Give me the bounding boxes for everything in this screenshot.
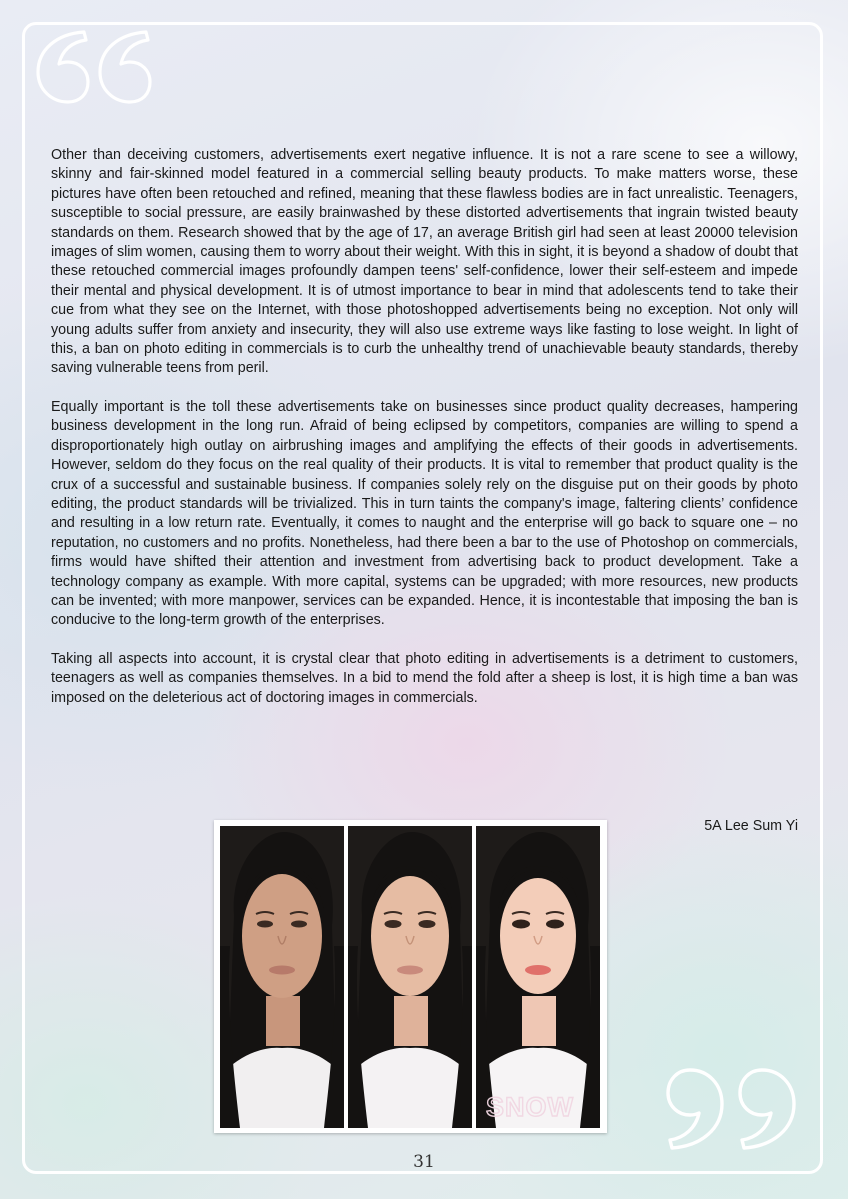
article-paragraph-3: Taking all aspects into account, it is crystal clear that photo editing in advertisements is a detriment to customers, teenagers as well as companies themselves. In a bid to mend the fold after a sheep is lost, it is high time a ban was imposed on the deleterious act of doctoring images in commercials. xyxy=(51,650,798,706)
photo-panel-filtered xyxy=(476,826,600,1128)
comparison-photo xyxy=(214,820,607,1133)
open-quote-icon xyxy=(26,24,156,124)
article-body xyxy=(51,146,798,708)
author-name: 5A Lee Sum Yi xyxy=(704,818,798,834)
photo-panel-original xyxy=(220,826,344,1128)
article-paragraph-1: Other than deceiving customers, advertisements exert negative influence. It is not a rare scene to see a willowy, skinny and fair-skinned model featured in a commercial selling beauty products. To make matters worse, these pictures have often been retouched and refined, meaning that these flawless bodies are in fact unrealistic. Teenagers, susceptible to social pressure, are easily brainwashed by these distorted advertisements that ingrain twisted beauty standards on them. Research showed that by the age of 17, an average British girl had seen at least 20000 television images of slim women, causing them to worry about their weight. With this in sight, it is beyond a shadow of doubt that these retouched commercial images profoundly dampen teens' self-confidence, lower their self-esteem and impede their mental and physical development. It is of utmost importance to bear in mind that adolescents tend to take their cue from what they see on the Internet, with those photoshopped advertisements being no exception. Not only will young adults suffer from anxiety and insecurity, they will also use extreme ways like fasting to lose weight. In light of this, a ban on photo editing in commercials is to curb the unhealthy trend of unachievable beauty standards, thereby saving vulnerable teens from peril. xyxy=(51,147,798,377)
photo-panel-edited xyxy=(348,826,472,1128)
article-paragraph-2: Equally important is the toll these advertisements take on businesses since product quality decreases, hampering business development in the long run. Afraid of being eclipsed by competitors, companies are willing to spend a disproportionately high outlay on airbrushing images and amplifying the effects of their goods in advertisements. However, seldom do they focus on the real quality of their products. It is vital to remember that product quality is the crux of a successful and sustainable business. If companies solely rely on the disguise put on their goods by photo editing, the product standards will be trivialized. This in turn taints the company's image, faltering clients’ confidence and resulting in a low return rate. Eventually, it comes to naught and the enterprise will go back to square one – no reputation, no customers and no profits. Nonetheless, had there been a bar to the use of Photoshop on commercials, firms would have shifted their attention and investment from advertising back to product development. Take a technology company as example. With more capital, systems can be upgraded; with more resources, new products can be invented; with more manpower, services can be expanded. Hence, it is incontestable that imposing the ban is conducive to the long-term growth of the enterprises. xyxy=(51,398,798,629)
close-quote-icon xyxy=(664,1056,814,1156)
app-watermark: SNOW xyxy=(486,1092,574,1122)
page-number: 31 xyxy=(413,1152,435,1172)
